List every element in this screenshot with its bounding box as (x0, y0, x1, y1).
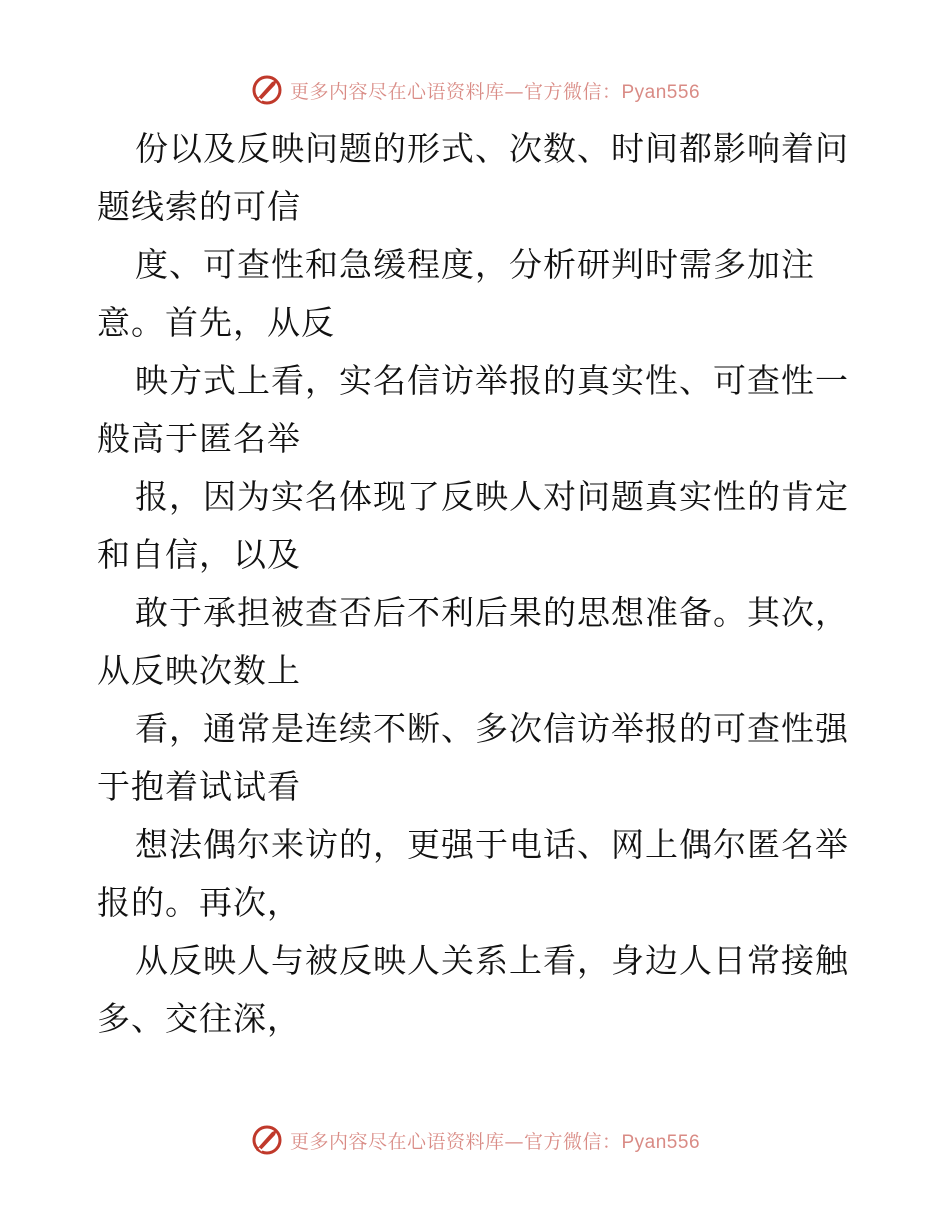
quill-pen-logo-icon (250, 1123, 284, 1157)
paragraph-line: 报，因为实名体现了反映人对问题真实性的肯定 (135, 477, 849, 516)
paragraph-line: 从反映次数上 (97, 651, 301, 690)
paragraph-line: 敢于承担被查否后不利后果的思想准备。其次， (135, 593, 849, 632)
paragraph (97, 700, 857, 816)
paragraph-line: 份以及反映问题的形式、次数、时间都影响着问 (135, 129, 849, 168)
body-text (97, 120, 857, 1048)
paragraph-line: 题线索的可信 (97, 187, 301, 226)
paragraph (97, 932, 857, 1048)
paragraph-line: 度、可查性和急缓程度，分析研判时需多加注 (135, 245, 815, 284)
paragraph-line: 意。首先，从反 (97, 303, 335, 342)
paragraph (97, 468, 857, 584)
paragraph-line: 报的。再次， (97, 883, 301, 922)
paragraph (97, 236, 857, 352)
watermark-group (250, 1123, 700, 1157)
quill-pen-logo-icon (250, 73, 284, 107)
paragraph (97, 120, 857, 236)
watermark-text: 更多内容尽在心语资料库—官方微信：Pyan556 (289, 80, 701, 103)
paragraph-line: 从反映人与被反映人关系上看，身边人日常接触 (135, 941, 849, 980)
paragraph (97, 584, 857, 700)
paragraph-line: 看，通常是连续不断、多次信访举报的可查性强 (135, 709, 849, 748)
paragraph-line: 和自信，以及 (97, 535, 301, 574)
paragraph-line: 多、交往深， (97, 999, 301, 1038)
paragraph (97, 352, 857, 468)
watermark-text: 更多内容尽在心语资料库—官方微信：Pyan556 (289, 1130, 701, 1153)
footer-watermark (0, 1120, 950, 1160)
paragraph-line: 想法偶尔来访的，更强于电话、网上偶尔匿名举 (135, 825, 849, 864)
paragraph-line: 映方式上看，实名信访举报的真实性、可查性一 (135, 361, 849, 400)
watermark-group (250, 73, 700, 107)
header-watermark (0, 70, 950, 110)
paragraph-line: 般高于匿名举 (97, 419, 301, 458)
paragraph (97, 816, 857, 932)
paragraph-line: 于抱着试试看 (97, 767, 301, 806)
